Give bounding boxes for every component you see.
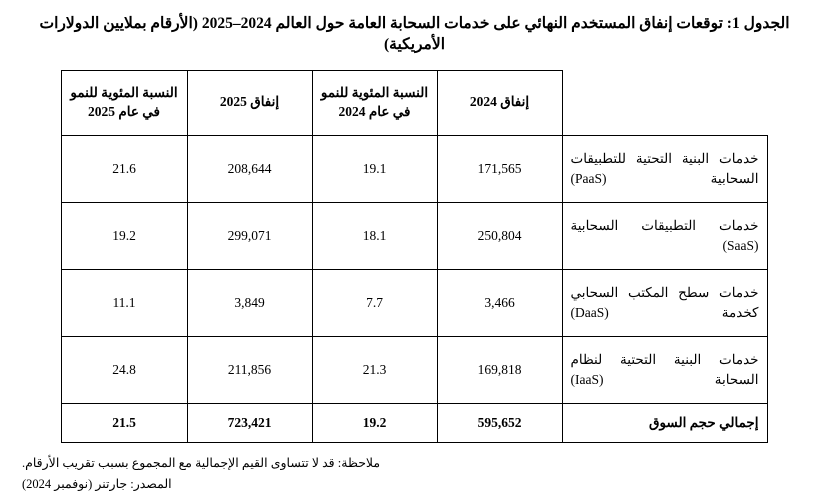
- table-row: [61, 202, 767, 269]
- table-notes: [14, 453, 815, 495]
- row-label: خدمات البنية التحتية لنظام السحابة (IaaS): [562, 336, 767, 403]
- row-label: خدمات التطبيقات السحابية (SaaS): [562, 202, 767, 269]
- total-growth-2024: 19.2: [312, 403, 437, 442]
- cell-growth-2025: 11.1: [61, 269, 187, 336]
- cloud-spending-table: [61, 70, 768, 443]
- source-text: المصدر: جارتنر (نوفمبر 2024): [22, 477, 172, 492]
- cell-spend-2025: 3,849: [187, 269, 312, 336]
- cell-spend-2024: 169,818: [437, 336, 562, 403]
- cell-spend-2025: 211,856: [187, 336, 312, 403]
- cell-spend-2024: 171,565: [437, 135, 562, 202]
- cell-growth-2024: 19.1: [312, 135, 437, 202]
- total-row-label: إجمالي حجم السوق: [562, 403, 767, 442]
- cell-spend-2025: 208,644: [187, 135, 312, 202]
- cell-spend-2025: 299,071: [187, 202, 312, 269]
- total-spend-2024: 595,652: [437, 403, 562, 442]
- table-row: [61, 135, 767, 202]
- table-body: [61, 135, 767, 442]
- table-row: [61, 269, 767, 336]
- column-header-growth-2025: النسبة المئوية للنمو في عام 2025: [61, 70, 187, 135]
- table-header: [61, 70, 767, 135]
- table-row: [61, 336, 767, 403]
- page-title: الجدول 1: توقعات إنفاق المستخدم النهائي على خدمات السحابة العامة حول العالم 2024–2025 (الأرقام بملايين الدولارات الأمريكية): [39, 15, 790, 53]
- column-header-spend-2024: إنفاق 2024: [437, 70, 562, 135]
- cell-growth-2025: 19.2: [61, 202, 187, 269]
- total-spend-2025: 723,421: [187, 403, 312, 442]
- column-header-label: [562, 70, 767, 135]
- column-header-spend-2025: إنفاق 2025: [187, 70, 312, 135]
- cell-growth-2025: 21.6: [61, 135, 187, 202]
- row-label: خدمات سطح المكتب السحابي كخدمة (DaaS): [562, 269, 767, 336]
- note-text: ملاحظة: قد لا تتساوى القيم الإجمالية مع المجموع بسبب تقريب الأرقام.: [22, 455, 381, 470]
- cell-spend-2024: 250,804: [437, 202, 562, 269]
- cell-growth-2025: 24.8: [61, 336, 187, 403]
- table-container: [62, 70, 768, 443]
- total-growth-2025: 21.5: [61, 403, 187, 442]
- cell-growth-2024: 18.1: [312, 202, 437, 269]
- table-total-row: [61, 403, 767, 442]
- column-header-growth-2024: النسبة المئوية للنمو في عام 2024: [312, 70, 437, 135]
- cell-spend-2024: 3,466: [437, 269, 562, 336]
- cell-growth-2024: 7.7: [312, 269, 437, 336]
- row-label: خدمات البنية التحتية للتطبيقات السحابية (PaaS): [562, 135, 767, 202]
- table-header-row: [61, 70, 767, 135]
- cell-growth-2024: 21.3: [312, 336, 437, 403]
